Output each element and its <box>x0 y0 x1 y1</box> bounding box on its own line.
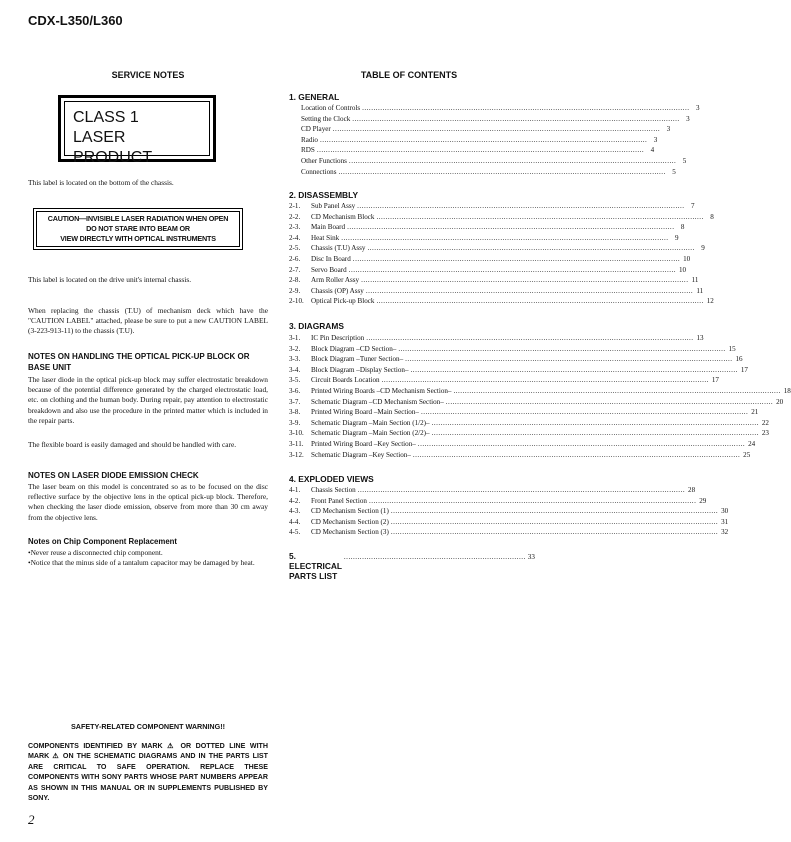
toc-entry-page: 21 <box>751 408 759 417</box>
toc-entry-title: Block Diagram –Tuner Section– <box>311 355 404 364</box>
toc-leader-dots <box>411 366 738 374</box>
toc-leader-dots <box>349 157 676 165</box>
toc-entry <box>289 429 769 440</box>
toc-leader-dots <box>338 168 665 176</box>
toc-entry-title: Setting the Clock <box>301 114 351 123</box>
toc-entry-number: 3-6. <box>289 387 301 395</box>
toc-entry <box>289 418 769 430</box>
toc-entry <box>289 387 791 398</box>
toc-entry <box>289 157 687 168</box>
toc-entry <box>289 223 685 234</box>
toc-entry <box>289 528 729 539</box>
caution-label-image <box>33 208 243 250</box>
toc-entry-number: 3-5. <box>289 376 301 385</box>
toc-entry-number: 4-3. <box>289 507 301 516</box>
toc-leader-dots <box>398 345 725 353</box>
toc-section-5-page: 33 <box>527 553 535 561</box>
class1-label-image <box>58 95 216 166</box>
toc-section-heading: 2. DISASSEMBLY <box>289 190 359 200</box>
toc-entry <box>289 167 676 179</box>
toc-entry-number: 4-2. <box>289 496 301 505</box>
toc-entry-title: Chassis (OP) Assy <box>311 286 364 295</box>
toc-entry-title: Schematic Diagram –Key Section– <box>311 450 411 459</box>
toc-entry-title: Other Functions <box>301 157 347 165</box>
chip-list <box>28 548 268 568</box>
toc-entry-number: 4-1. <box>289 486 301 494</box>
class1-label-line2: LASER PRODUCT <box>73 129 153 166</box>
toc-section-5-title: 5. ELECTRICAL PARTS LIST <box>289 551 342 581</box>
toc-entry <box>289 114 690 126</box>
toc-entry-page: 13 <box>696 334 704 342</box>
pickup-text: The laser diode in the optical pick-up block may suffer electrostatic breakdown because of the potential difference generated by the charged electrostatic load, etc. on clothing and the human body. During repair, pay attention to electrostatic breakdown and also use the procedure in the printed matter which is included in the repair parts. <box>28 375 268 425</box>
toc <box>289 0 791 842</box>
toc-leader-dots <box>358 486 685 494</box>
toc-entry-title: Disc In Board <box>311 255 351 263</box>
toc-entry <box>289 146 655 157</box>
toc-entry-number: 2-6. <box>289 255 301 263</box>
toc-section-5 <box>289 551 535 581</box>
page-number: 2 <box>28 812 35 827</box>
toc-leader-dots <box>347 223 674 231</box>
toc-leader-dots <box>453 387 780 395</box>
toc-entry-title: Location of Controls <box>301 104 361 112</box>
toc-entry-number: 2-5. <box>289 244 301 253</box>
toc-leader-dots <box>369 497 696 505</box>
toc-entry-page: 3 <box>686 114 690 123</box>
toc-leader-dots <box>405 355 732 363</box>
laser-text: The laser beam on this model is concentrated so as to be focused on the disc reflective surface by the objective lens in the optical pick-up block. Therefore, when checking the laser diode emission, observe from more than 30 cm away from the objective lens. <box>28 482 268 522</box>
toc-leader-dots <box>391 507 718 515</box>
toc-entry-title: Optical Pick-up Block <box>311 297 375 306</box>
toc-entry-title: Block Diagram –CD Section– <box>311 344 397 353</box>
toc-entry <box>289 244 705 255</box>
toc-entry <box>289 255 691 266</box>
toc-entry-title: CD Mechanism Section (2) <box>311 517 389 526</box>
toc-entry-page: 25 <box>743 450 751 459</box>
service-notes-header: SERVICE NOTES <box>111 70 185 80</box>
toc-entry-number: 2-8. <box>289 276 301 285</box>
toc-leader-dots <box>391 528 718 536</box>
toc-entry-title: Servo Board <box>311 265 347 274</box>
toc-entry-page: 32 <box>721 528 729 537</box>
toc-entry-title: Circuit Boards Location <box>311 376 380 385</box>
toc-entry-number: 3-8. <box>289 408 301 417</box>
toc-entry-page: 22 <box>761 418 769 427</box>
toc-leader-dots <box>357 202 684 210</box>
toc-leader-dots <box>391 518 718 526</box>
toc-leader-dots: ................................................................................ <box>343 553 526 561</box>
toc-entry-number: 2-7. <box>289 265 301 274</box>
toc-entry-number: 4-5. <box>289 528 301 537</box>
toc-entry-page: 18 <box>783 387 791 395</box>
toc-entry-page: 29 <box>699 496 707 505</box>
toc-entry-page: 8 <box>710 212 714 221</box>
toc-leader-dots <box>413 451 740 459</box>
toc-entry-title: Schematic Diagram –CD Mechanism Section– <box>311 397 444 406</box>
toc-leader-dots <box>432 429 759 437</box>
toc-entry-number: 3-3. <box>289 355 301 364</box>
chip-item: •Never reuse a disconnected chip component. <box>28 548 163 557</box>
toc-entry-title: Printed Wiring Board –Main Section– <box>311 408 419 417</box>
toc-entry-page: 28 <box>688 486 696 494</box>
toc-entry-number: 3-9. <box>289 418 301 427</box>
toc-entry-page: 16 <box>735 355 743 364</box>
chip-heading: Notes on Chip Component Replacement <box>28 537 178 546</box>
toc-entry-page: 17 <box>711 376 719 385</box>
toc-entry-number: 2-10. <box>289 297 304 306</box>
toc-entry-number: 3-7. <box>289 397 301 406</box>
toc-entry-page: 9 <box>675 233 679 242</box>
toc-entry-title: Heat Sink <box>311 233 340 242</box>
toc-leader-dots <box>320 136 647 144</box>
toc-entry <box>289 517 729 529</box>
toc-entry-page: 4 <box>650 146 655 155</box>
toc-entry <box>289 297 714 308</box>
toc-entry <box>289 233 679 245</box>
class1-label-line1: CLASS 1 <box>73 109 139 126</box>
pickup-text-2: The flexible board is easily damaged and should be handled with care. <box>28 440 237 449</box>
toc-entry <box>289 286 704 298</box>
caution-line3: VIEW DIRECTLY WITH OPTICAL INSTRUMENTS <box>60 234 216 243</box>
toc-entry-page: 10 <box>678 265 687 274</box>
toc-entry-page: 3 <box>653 135 658 144</box>
toc-leader-dots <box>317 146 644 154</box>
toc-entry-page: 10 <box>683 255 691 263</box>
toc-entry-page: 8 <box>680 223 685 232</box>
toc-entry <box>289 507 729 518</box>
toc-entry <box>289 276 699 287</box>
toc-leader-dots <box>349 266 676 274</box>
toc-entry-title: CD Mechanism Section (1) <box>311 507 389 516</box>
toc-entry <box>289 202 695 213</box>
toc-entry-title: CD Mechanism Block <box>311 212 375 221</box>
toc-leader-dots <box>333 125 660 133</box>
toc-entry-number: 2-1. <box>289 202 301 210</box>
toc-entry <box>289 355 743 366</box>
toc-entry-page: 11 <box>696 286 704 295</box>
toc-entry-number: 3-11. <box>289 440 304 448</box>
toc-entry-title: Printed Wiring Boards –CD Mechanism Section– <box>311 387 452 395</box>
model-title: CDX-L350/L360 <box>28 13 123 28</box>
toc-leader-dots <box>382 376 709 384</box>
toc-leader-dots <box>366 334 693 342</box>
toc-entry <box>289 496 707 508</box>
toc-entry-number: 2-3. <box>289 223 301 232</box>
toc-entry-title: CD Mechanism Section (3) <box>311 528 389 537</box>
toc-entry-page: 17 <box>740 365 748 374</box>
toc-entry <box>289 334 704 345</box>
chip-item: •Notice that the minus side of a tantalum capacitor may be damaged by heat. <box>28 558 255 567</box>
toc-entry <box>289 212 714 224</box>
toc-entry-title: Chassis (T.U) Assy <box>311 244 366 253</box>
toc-entry-title: RDS <box>301 146 315 155</box>
toc-entry-title: Arm Roller Assy <box>311 276 360 285</box>
toc-entry-title: Main Board <box>311 223 346 232</box>
label-location-note-1: This label is located on the bottom of the chassis. <box>28 178 174 187</box>
toc-entry-page: 5 <box>672 167 676 176</box>
toc-entry-page: 3 <box>695 104 700 112</box>
caution-line2: DO NOT STARE INTO BEAM OR <box>86 224 190 233</box>
toc-entry-title: Schematic Diagram –Main Section (2/2)– <box>311 429 430 438</box>
toc-entry-number: 3-4. <box>289 365 301 374</box>
toc-entry-page: 12 <box>706 297 714 306</box>
toc-entry-page: 3 <box>666 125 671 134</box>
pickup-heading: NOTES ON HANDLING THE OPTICAL PICK-UP BLOCK OR BASE UNIT <box>28 352 250 372</box>
toc-leader-dots <box>421 408 748 416</box>
toc-header: TABLE OF CONTENTS <box>360 70 458 80</box>
toc-leader-dots <box>366 287 693 295</box>
toc-entry-number: 3-1. <box>289 334 301 342</box>
toc-entry-number: 3-10. <box>289 429 304 438</box>
toc-leader-dots <box>432 419 759 427</box>
toc-leader-dots <box>376 213 703 221</box>
toc-entry <box>289 125 671 136</box>
toc-entry <box>289 486 696 497</box>
safety-warning-title: SAFETY-RELATED COMPONENT WARNING!! <box>71 722 225 731</box>
toc-entry-title: IC Pin Description <box>311 334 365 342</box>
toc-entry-title: Front Panel Section <box>311 496 367 505</box>
toc-entry-page: 20 <box>776 397 784 406</box>
toc-entry-number: 3-12. <box>289 450 304 459</box>
toc-entry <box>289 365 748 377</box>
toc-leader-dots <box>362 104 689 112</box>
toc-section-heading: 1. GENERAL <box>289 92 340 102</box>
toc-leader-dots <box>341 234 668 242</box>
toc-entry <box>289 104 700 115</box>
toc-leader-dots <box>353 255 680 263</box>
toc-entry-page: 23 <box>761 429 769 438</box>
toc-entry-title: Sub Panel Assy <box>311 202 356 210</box>
toc-entry <box>289 344 736 356</box>
toc-entry-number: 2-4. <box>289 233 301 242</box>
toc-section-heading: 3. DIAGRAMS <box>289 321 344 331</box>
toc-entry-number: 4-4. <box>289 517 301 526</box>
toc-entry <box>289 397 784 409</box>
replace-chassis-note: When replacing the chassis (T.U) of mechanism deck which have the "CAUTION LABEL" attached, please be sure to put a new CAUTION LABEL (3-223-913-11) to the chassis (T.U). <box>28 306 268 336</box>
toc-entry-page: 30 <box>721 507 729 516</box>
toc-entry-title: Chassis Section <box>311 486 356 494</box>
toc-entry <box>289 376 719 387</box>
safety-warning-text: COMPONENTS IDENTIFIED BY MARK ⚠ OR DOTTED LINE WITH MARK ⚠ ON THE SCHEMATIC DIAGRAMS AND IN THE PARTS LIST ARE CRITICAL TO SAFE OPERATION. REPLACE THESE COMPONENTS WITH SONY PARTS WHOSE PART NUMBERS APPEAR AS SHOWN IN THIS MANUAL OR IN SUPPLEMENTS PUBLISHED BY SONY. <box>28 742 268 803</box>
toc-entry-number: 3-2. <box>289 344 301 353</box>
toc-entry-number: 2-2. <box>289 212 301 221</box>
toc-entry-title: Block Diagram –Display Section– <box>311 365 409 374</box>
toc-section-heading: 4. EXPLODED VIEWS <box>289 474 374 484</box>
toc-entry-title: CD Player <box>301 125 331 134</box>
toc-entry-page: 9 <box>701 244 705 253</box>
laser-heading: NOTES ON LASER DIODE EMISSION CHECK <box>28 471 199 480</box>
toc-leader-dots <box>418 440 745 448</box>
toc-entry-page: 15 <box>728 344 736 353</box>
toc-leader-dots <box>367 244 694 252</box>
toc-leader-dots <box>361 276 688 284</box>
toc-entry-page: 7 <box>690 202 695 210</box>
toc-entry <box>289 440 756 451</box>
toc-entry-page: 24 <box>748 440 756 448</box>
label-location-note-2: This label is located on the drive unit's internal chassis. <box>28 275 192 284</box>
toc-leader-dots <box>376 297 703 305</box>
toc-leader-dots <box>352 115 679 123</box>
toc-entry-title: Printed Wiring Board –Key Section– <box>311 440 416 448</box>
toc-entry-page: 31 <box>721 517 729 526</box>
toc-entry <box>289 135 658 147</box>
toc-entry-title: Radio <box>301 135 318 144</box>
caution-line1: CAUTION—INVISIBLE LASER RADIATION WHEN OPEN <box>47 214 229 223</box>
toc-entry-title: Schematic Diagram –Main Section (1/2)– <box>311 418 430 427</box>
toc-entry <box>289 450 751 462</box>
toc-entry-page: 11 <box>691 276 699 285</box>
toc-entry <box>289 265 687 277</box>
toc-leader-dots <box>446 398 773 406</box>
toc-entry <box>289 408 759 419</box>
toc-entry-title: Connections <box>301 167 337 176</box>
toc-entry-page: 5 <box>682 157 687 165</box>
toc-entry-number: 2-9. <box>289 286 301 295</box>
